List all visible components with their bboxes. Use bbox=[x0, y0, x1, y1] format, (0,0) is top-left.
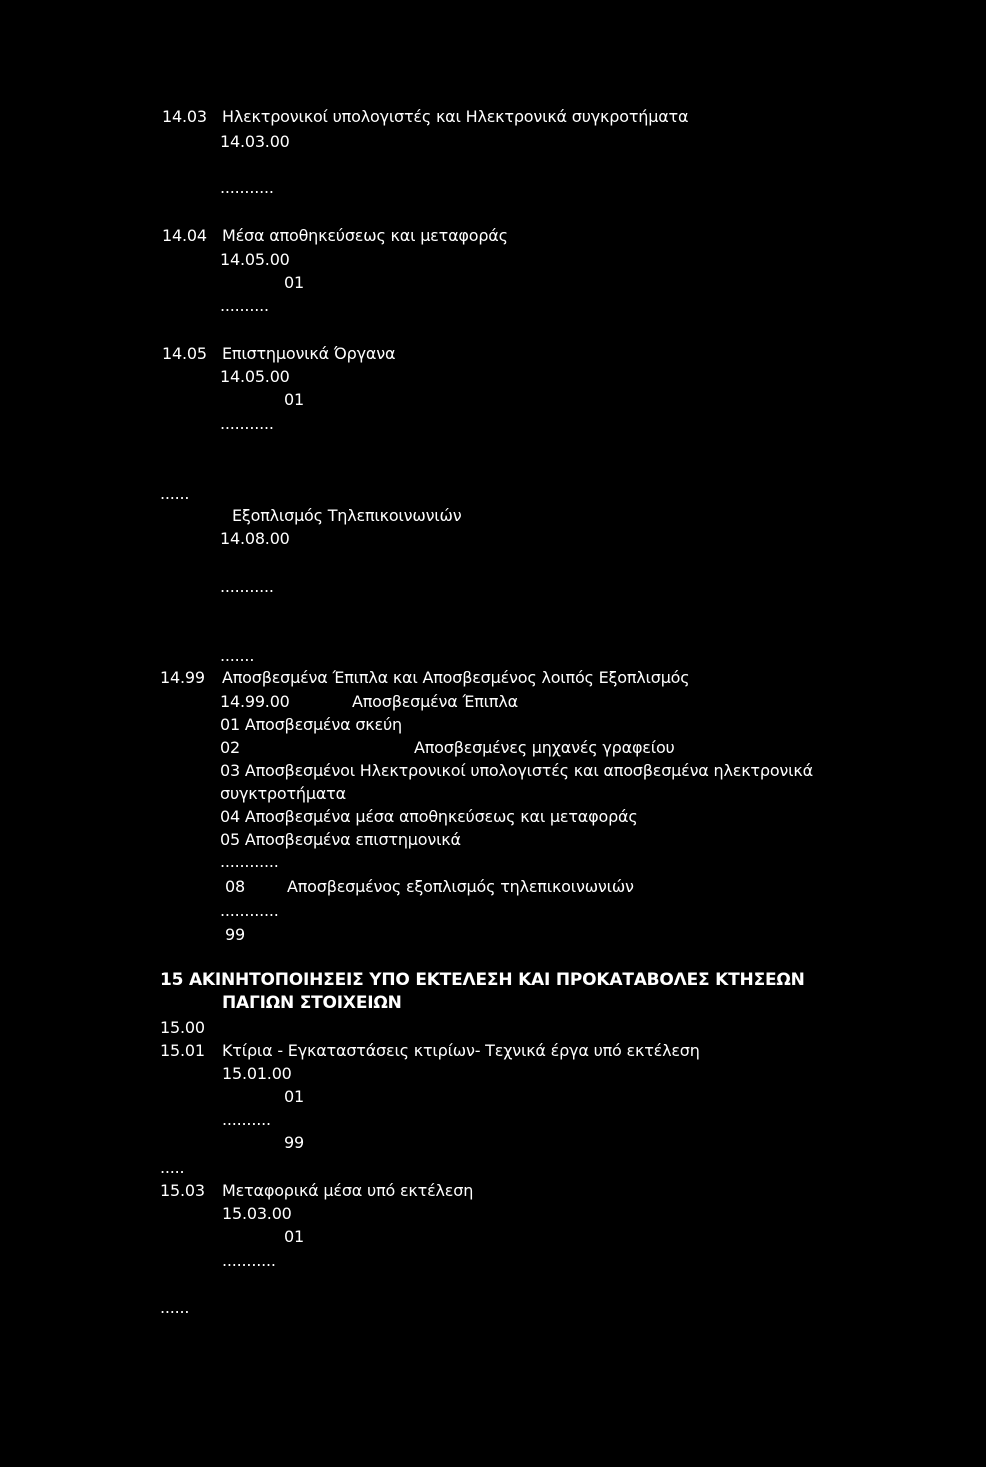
sub-01-b: 01 bbox=[284, 390, 304, 409]
ellipsis: ...... bbox=[160, 1298, 190, 1317]
item-99: 99 bbox=[225, 925, 245, 944]
title-14-03: Ηλεκτρονικοί υπολογιστές και Ηλεκτρονικά συγκροτήματα bbox=[222, 107, 689, 126]
ellipsis: ............ bbox=[220, 901, 279, 920]
code-15-00: 15.00 bbox=[160, 1018, 205, 1037]
item-03: 03 Αποσβεσμένοι Ηλεκτρονικοί υπολογιστές και αποσβεσμένα ηλεκτρονικά bbox=[220, 761, 813, 780]
ellipsis: ...... bbox=[160, 484, 190, 503]
title-telecom: Εξοπλισμός Τηλεπικοινωνιών bbox=[232, 506, 462, 525]
code-15-01-00: 15.01.00 bbox=[222, 1064, 292, 1083]
item-02-text: Αποσβεσμένες μηχανές γραφείου bbox=[414, 738, 675, 757]
ellipsis: ........... bbox=[220, 178, 274, 197]
code-15-03-00: 15.03.00 bbox=[222, 1204, 292, 1223]
code-14-99: 14.99 bbox=[160, 668, 205, 687]
ellipsis: .......... bbox=[220, 296, 269, 315]
ellipsis: ........... bbox=[220, 414, 274, 433]
code-15-03: 15.03 bbox=[160, 1181, 205, 1200]
item-04: 04 Αποσβεσμένα μέσα αποθηκεύσεως και μεταφοράς bbox=[220, 807, 638, 826]
code-14-99-00: 14.99.00 bbox=[220, 692, 290, 711]
ellipsis: .......... bbox=[222, 1110, 271, 1129]
item-08-code: 08 bbox=[225, 877, 245, 896]
code-14-05-00-b: 14.05.00 bbox=[220, 367, 290, 386]
sub-01-a: 01 bbox=[284, 273, 304, 292]
code-14-03-00: 14.03.00 bbox=[220, 132, 290, 151]
sub-99: 99 bbox=[284, 1133, 304, 1152]
item-03-cont: συγκτροτήματα bbox=[220, 784, 346, 803]
sub-01-c: 01 bbox=[284, 1087, 304, 1106]
ellipsis: ........... bbox=[220, 577, 274, 596]
title-14-05: Επιστημονικά Όργανα bbox=[222, 344, 396, 363]
ellipsis: ............ bbox=[220, 852, 279, 871]
title-15-03: Μεταφορικά μέσα υπό εκτέλεση bbox=[222, 1181, 474, 1200]
heading-15: 15 ΑΚΙΝΗΤΟΠΟΙΗΣΕΙΣ ΥΠΟ ΕΚΤΕΛΕΣΗ ΚΑΙ ΠΡΟΚΑΤΑΒΟΛΕΣ ΚΤΗΣΕΩΝ bbox=[160, 970, 805, 990]
title-14-99-00: Αποσβεσμένα Έπιπλα bbox=[352, 692, 518, 711]
code-14-05: 14.05 bbox=[162, 344, 207, 363]
item-08-text: Αποσβεσμένος εξοπλισμός τηλεπικοινωνιών bbox=[287, 877, 634, 896]
ellipsis: ..... bbox=[160, 1158, 185, 1177]
item-05: 05 Αποσβεσμένα επιστημονικά bbox=[220, 830, 461, 849]
code-14-08-00: 14.08.00 bbox=[220, 529, 290, 548]
ellipsis: ........... bbox=[222, 1251, 276, 1270]
item-01: 01 Αποσβεσμένα σκεύη bbox=[220, 715, 402, 734]
title-14-04: Μέσα αποθηκεύσεως και μεταφοράς bbox=[222, 226, 508, 245]
title-14-99: Αποσβεσμένα Έπιπλα και Αποσβεσμένος λοιπός Εξοπλισμός bbox=[222, 668, 690, 687]
code-14-03: 14.03 bbox=[162, 107, 207, 126]
code-14-05-00-a: 14.05.00 bbox=[220, 250, 290, 269]
heading-15-cont: ΠΑΓΙΩΝ ΣΤΟΙΧΕΙΩΝ bbox=[222, 993, 402, 1013]
ellipsis: ....... bbox=[220, 646, 255, 665]
code-14-04: 14.04 bbox=[162, 226, 207, 245]
item-02-code: 02 bbox=[220, 738, 240, 757]
code-15-01: 15.01 bbox=[160, 1041, 205, 1060]
sub-01-d: 01 bbox=[284, 1227, 304, 1246]
title-15-01: Κτίρια - Εγκαταστάσεις κτιρίων- Τεχνικά έργα υπό εκτέλεση bbox=[222, 1041, 700, 1060]
